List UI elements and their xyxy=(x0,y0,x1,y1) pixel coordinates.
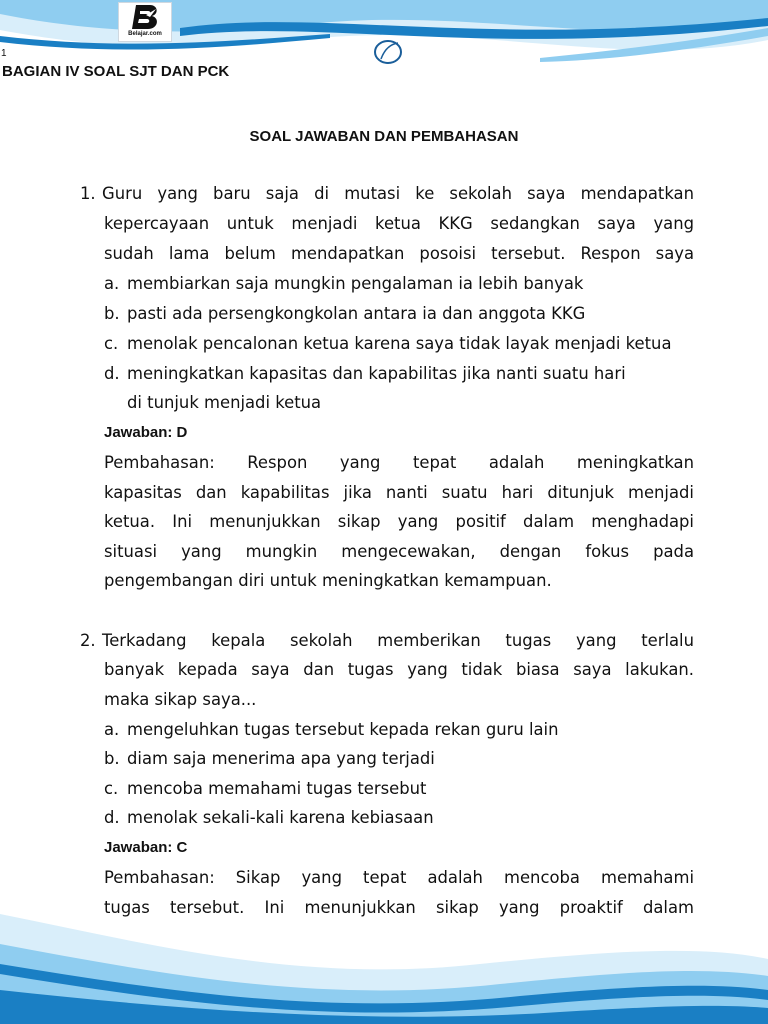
discussion-line: ketua. Ini menunjukkan sikap yang positif dalam menghadapi xyxy=(104,512,694,531)
option-letter: d. xyxy=(104,364,120,383)
option-text: meningkatkan kapasitas dan kapabilitas jika nanti suatu hari xyxy=(127,364,626,383)
option-letter: b. xyxy=(104,749,120,768)
question-number: 2. xyxy=(80,631,96,650)
question-number: 1. xyxy=(80,184,96,203)
option-text: pasti ada persengkongkolan antara ia dan anggota KKG xyxy=(127,304,586,323)
option-text: menolak sekali-kali karena kebiasaan xyxy=(127,808,434,827)
question-text-line: kepercayaan untuk menjadi ketua KKG sedangkan saya yang xyxy=(104,214,694,233)
discussion-line: Pembahasan: Sikap yang tepat adalah mencoba memahami xyxy=(104,868,694,887)
question-text-line: Terkadang kepala sekolah memberikan tugas yang terlalu xyxy=(102,631,694,650)
discussion-line: kapasitas dan kapabilitas jika nanti suatu hari ditunjuk menjadi xyxy=(104,483,694,502)
option-text: menolak pencalonan ketua karena saya tidak layak menjadi ketua xyxy=(127,334,672,353)
discussion-line: Pembahasan: Respon yang tepat adalah meningkatkan xyxy=(104,453,694,472)
discussion-line: pengembangan diri untuk meningkatkan kemampuan. xyxy=(104,571,552,590)
circle-ornament-icon xyxy=(372,38,404,66)
option-letter: b. xyxy=(104,304,120,323)
brand-b-icon xyxy=(128,3,162,31)
answer-label: Jawaban: D xyxy=(104,424,188,441)
logo-text: Belajar.com xyxy=(128,31,162,37)
option-letter: c. xyxy=(104,779,119,798)
option-text: membiarkan saja mungkin pengalaman ia lebih banyak xyxy=(127,274,584,293)
question-text-line: maka sikap saya... xyxy=(104,690,257,709)
question-text-line: Guru yang baru saja di mutasi ke sekolah saya mendapatkan xyxy=(102,184,694,203)
page-number: 1 xyxy=(1,48,7,59)
option-text-continuation: di tunjuk menjadi ketua xyxy=(127,393,322,412)
option-text: mencoba memahami tugas tersebut xyxy=(127,779,427,798)
option-letter: c. xyxy=(104,334,119,353)
section-title: SOAL JAWABAN DAN PEMBAHASAN xyxy=(249,128,519,145)
option-letter: a. xyxy=(104,274,120,293)
footer-wave-decoration xyxy=(0,904,768,1024)
belajar-logo xyxy=(118,2,172,42)
part-heading: BAGIAN IV SOAL SJT DAN PCK xyxy=(2,63,230,80)
discussion-line: situasi yang mungkin mengecewakan, dengan fokus pada xyxy=(104,542,694,561)
question-text-line: sudah lama belum mendapatkan posoisi tersebut. Respon saya xyxy=(104,244,694,263)
answer-label: Jawaban: C xyxy=(104,839,188,856)
question-text-line: banyak kepada saya dan tugas yang tidak biasa saya lakukan. xyxy=(104,660,694,679)
option-letter: a. xyxy=(104,720,120,739)
option-text: mengeluhkan tugas tersebut kepada rekan guru lain xyxy=(127,720,559,739)
option-text: diam saja menerima apa yang terjadi xyxy=(127,749,435,768)
discussion-line: tugas tersebut. Ini menunjukkan sikap yang proaktif dalam xyxy=(104,898,694,917)
option-letter: d. xyxy=(104,808,120,827)
